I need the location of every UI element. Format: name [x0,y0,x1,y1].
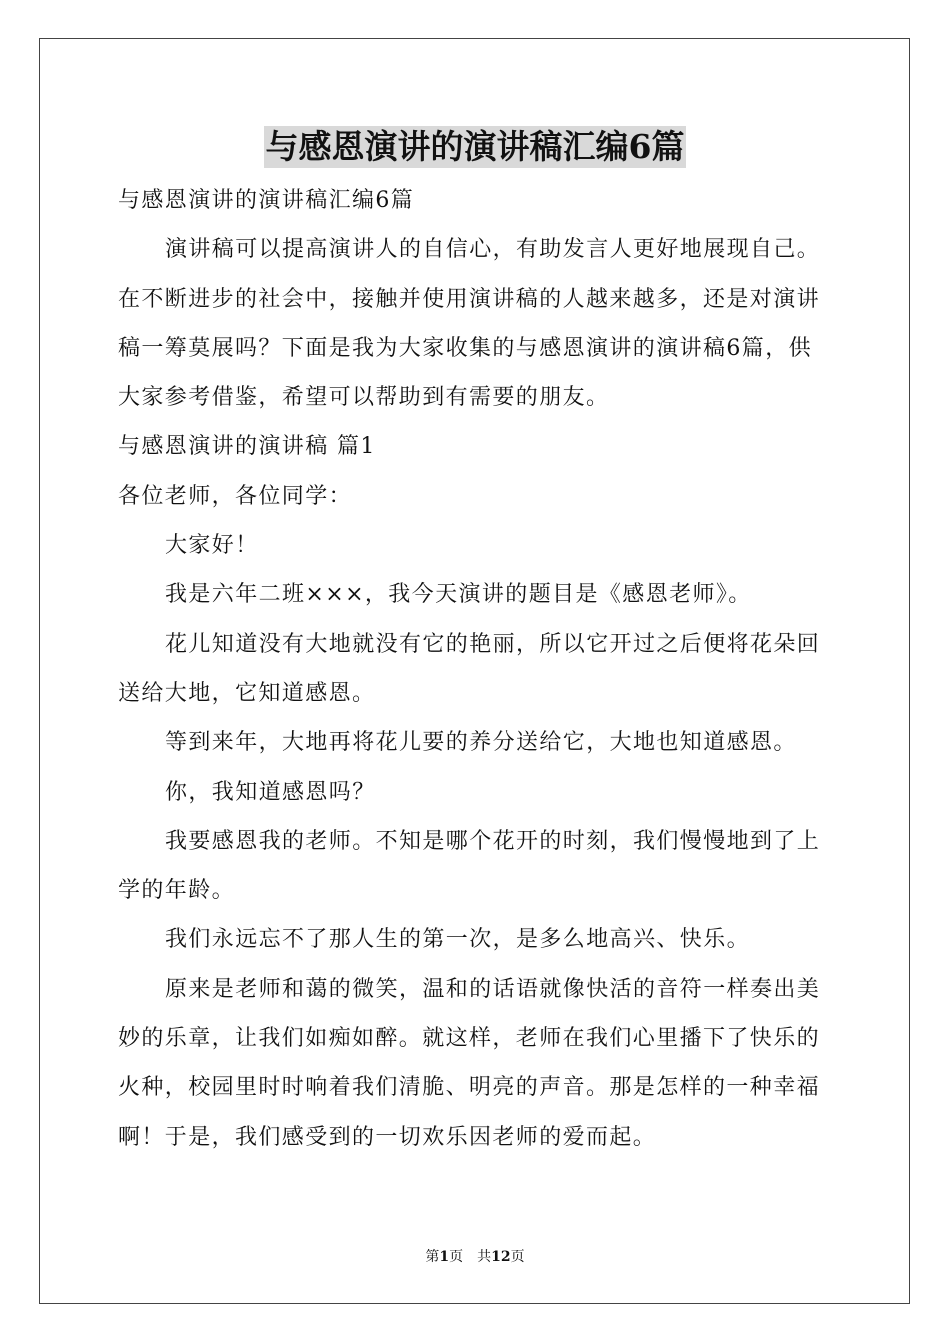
text-line: 大家好！ [165,533,259,559]
page-footer [0,1247,950,1267]
text-line: 与感恩演讲的演讲稿汇编6篇 [118,188,415,213]
text-line: 原来是老师和蔼的微笑，温和的话语就像快活的音符一样奏出美 [165,976,821,1002]
text-line: 送给大地，它知道感恩。 [118,680,376,706]
text-line: 啊！于是，我们感受到的一切欢乐因老师的爱而起。 [118,1124,657,1150]
title-container [0,126,950,168]
text-line: 各位老师，各位同学： [118,483,353,509]
footer-page-prefix: 第 [425,1249,440,1265]
text-line: 我是六年二班×××，我今天演讲的题目是《感恩老师》。 [165,582,752,608]
text-line: 与感恩演讲的演讲稿 篇1 [118,434,376,460]
text-line: 我要感恩我的老师。不知是哪个花开的时刻，我们慢慢地到了上 [165,828,821,854]
text-line: 花儿知道没有大地就没有它的艳丽，所以它开过之后便将花朵回 [165,631,821,657]
footer-page-current: 1 [439,1249,450,1265]
text-line: 你，我知道感恩吗？ [165,779,376,805]
text-line: 大家参考借鉴，希望可以帮助到有需要的朋友。 [118,385,610,411]
footer-page-mid: 页 共 [449,1249,492,1265]
document-body [118,176,834,1162]
text-line: 妙的乐章，让我们如痴如醉。就这样，老师在我们心里播下了快乐的 [118,1026,821,1052]
footer-page-suffix: 页 [510,1249,525,1265]
text-line: 学的年龄。 [118,878,236,904]
footer-page-total: 12 [491,1249,511,1265]
text-line: 稿一筹莫展吗？下面是我为大家收集的与感恩演讲的演讲稿6篇，供 [118,335,812,361]
document-title: 与感恩演讲的演讲稿汇编6篇 [265,127,685,166]
text-line: 火种，校园里时时响着我们清脆、明亮的声音。那是怎样的一种幸福 [118,1075,821,1101]
text-line: 在不断进步的社会中，接触并使用演讲稿的人越来越多，还是对演讲 [118,286,821,312]
text-line: 演讲稿可以提高演讲人的自信心，有助发言人更好地展现自己。 [165,237,821,263]
text-line: 等到来年，大地再将花儿要的养分送给它，大地也知道感恩。 [165,730,797,756]
text-line: 我们永远忘不了那人生的第一次，是多么地高兴、快乐。 [165,927,751,953]
